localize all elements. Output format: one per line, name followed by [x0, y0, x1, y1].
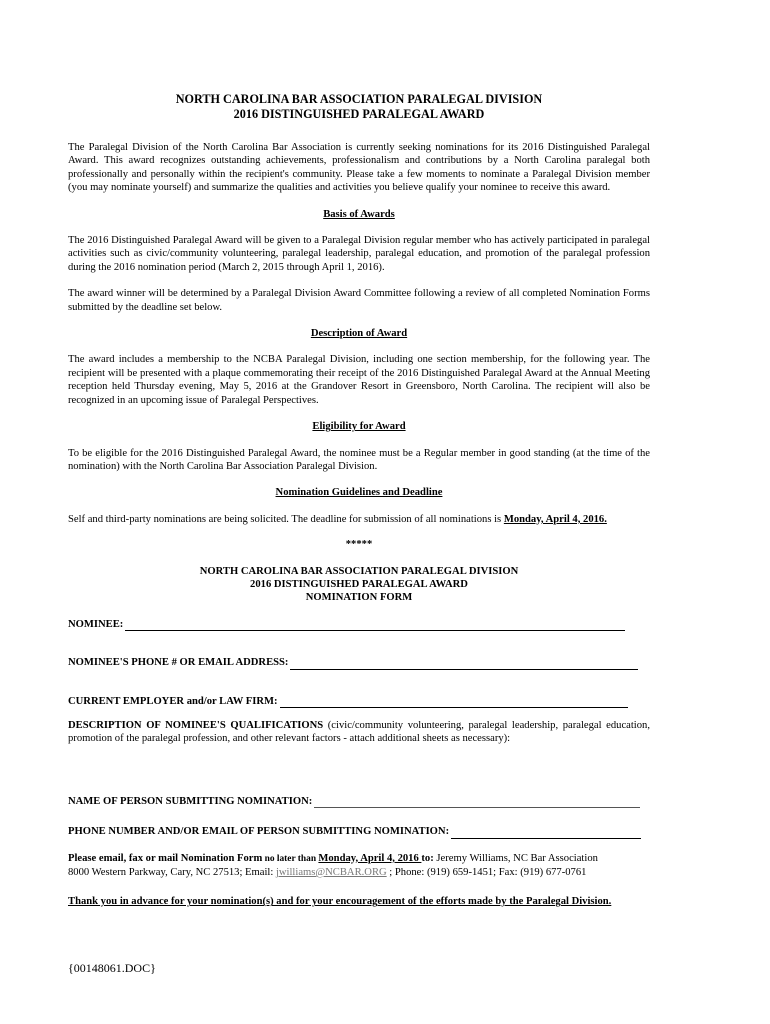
form-title [68, 565, 650, 605]
submitter-contact-input-line[interactable] [451, 828, 641, 839]
submission-no-later: no later than [262, 853, 319, 864]
submission-instruction: Please email, fax or mail Nomination Form [68, 852, 263, 864]
qualifications-label: DESCRIPTION OF NOMINEE'S QUALIFICATIONS [68, 719, 324, 731]
eligibility-paragraph: To be eligible for the 2016 Distinguished Paralegal Award, the nominee must be a Regular member in good standing (at the time of the nomination) with the North Carolina Bar Association Paralegal Division. [68, 447, 650, 472]
submitter-field[interactable] [68, 795, 650, 808]
submission-email-link[interactable]: jwilliams@NCBAR.ORG [275, 867, 387, 878]
submission-recipient: Jeremy Williams, NC Bar Association [433, 852, 598, 864]
submission-phone-fax: ; Phone: (919) 659-1451; Fax: (919) 677-0761 [386, 867, 587, 878]
description-paragraph: The award includes a membership to the NCBA Paralegal Division, including one section membership, for the following year. The recipient will be presented with a plaque commemorating their receipt of the 2016 Distinguished Paralegal Award at the Annual Meeting reception held Thursday evening, May 5, 2016 at the Grandover Resort in Greensboro, North Carolina. The recipient will also be recognized in an upcoming issue of Paralegal Perspectives. [68, 354, 650, 406]
basis-paragraph-2: The award winner will be determined by a Paralegal Division Award Committee following a review of all completed Nomination Forms submitted by the deadline set below. [68, 288, 650, 313]
qualifications-field [68, 719, 650, 746]
submitter-contact-label: PHONE NUMBER AND/OR EMAIL OF PERSON SUBMITTING NOMINATION: [68, 826, 450, 838]
submission-line-1 [68, 852, 650, 866]
nominee-contact-label: NOMINEE'S PHONE # OR EMAIL ADDRESS: [68, 657, 289, 669]
nominee-contact-field[interactable] [68, 656, 650, 669]
separator: ***** [345, 539, 373, 551]
guidelines-paragraph [68, 513, 650, 526]
nominee-label: NOMINEE: [68, 618, 124, 630]
title-line-2: 2016 DISTINGUISHED PARALEGAL AWARD [233, 106, 485, 121]
form-title-line-2: 2016 DISTINGUISHED PARALEGAL AWARD [250, 578, 468, 590]
description-heading: Description of Award [310, 328, 408, 340]
basis-paragraph-1: The 2016 Distinguished Paralegal Award will be given to a Paralegal Division regular member who has actively participated in paralegal activities such as civic/community volunteering, paralegal leadership, paralegal education, and promotion of the paralegal profession during the 2016 nomination period (March 2, 2015 through April 1, 2016). [68, 235, 650, 273]
deadline-date: Monday, April 4, 2016. [503, 513, 607, 525]
submission-date: Monday, April 4, 2016 [318, 852, 422, 864]
employer-field[interactable] [68, 695, 650, 708]
thank-you-note: Thank you in advance for your nomination(s) and for your encouragement of the efforts made by the Paralegal Division. [68, 896, 612, 908]
guidelines-text: Self and third-party nominations are being solicited. The deadline for submission of all nominations is [68, 513, 504, 525]
document-title [68, 92, 650, 121]
submitter-contact-field[interactable] [68, 825, 650, 838]
submitter-input-line[interactable] [314, 797, 640, 808]
eligibility-heading: Eligibility for Award [312, 421, 406, 433]
form-title-line-1: NORTH CAROLINA BAR ASSOCIATION PARALEGAL DIVISION [199, 565, 519, 577]
nominee-input-line[interactable] [125, 620, 625, 631]
submission-line-2 [68, 866, 650, 879]
submission-address: 8000 Western Parkway, Cary, NC 27513; Email: [68, 867, 276, 878]
submitter-label: NAME OF PERSON SUBMITTING NOMINATION: [68, 795, 313, 807]
employer-input-line[interactable] [280, 697, 628, 708]
title-line-1: NORTH CAROLINA BAR ASSOCIATION PARALEGAL DIVISION [175, 92, 543, 106]
document-page [68, 92, 650, 909]
basis-heading: Basis of Awards [323, 208, 395, 220]
document-id: {00148061.DOC} [68, 961, 156, 975]
intro-paragraph: The Paralegal Division of the North Carolina Bar Association is currently seeking nominations for its 2016 Distinguished Paralegal Award. This award recognizes outstanding achievements, professionalism and contributions by a North Carolina paralegal both professionally and personally within the recipient's community. Please take a few moments to nominate a Paralegal Division member (you may nominate yourself) and summarize the qualities and activities you believe qualify your nominee to receive this award. [68, 142, 650, 194]
employer-label: CURRENT EMPLOYER and/or LAW FIRM: [68, 695, 278, 707]
nominee-field[interactable] [68, 618, 650, 631]
guidelines-heading: Nomination Guidelines and Deadline [275, 487, 443, 499]
nominee-contact-input-line[interactable] [290, 659, 638, 670]
form-title-line-3: NOMINATION FORM [305, 592, 413, 604]
qualifications-hint: (civic/community volunteering, paralegal leadership, paralegal education, promotion of the paralegal profession, and other relevant factors - attach additional sheets as necessary): [68, 719, 650, 745]
submission-to: to: [421, 852, 434, 864]
